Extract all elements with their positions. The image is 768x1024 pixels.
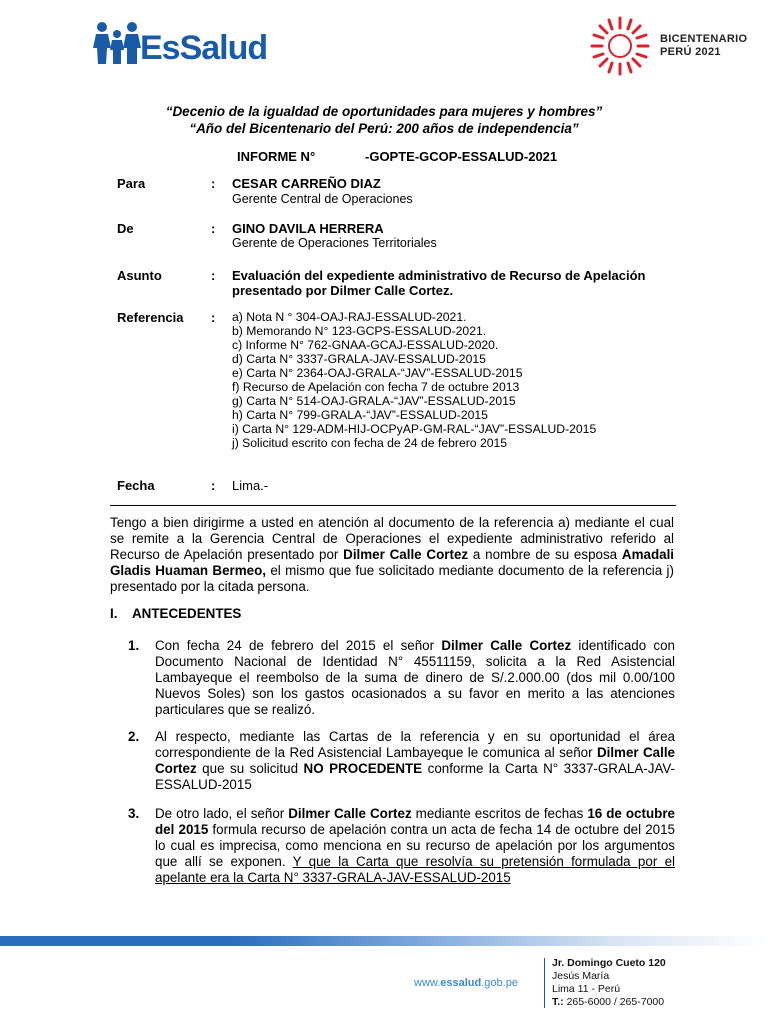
bicentenario-line1: BICENTENARIO (660, 33, 748, 45)
footer-city: Lima 11 - Perú (552, 983, 621, 995)
phone-label: T.: (552, 996, 564, 1008)
item-text: identificado con Documento Nacional de Identidad N° 45511159, solicita a la Red Asistencial Lambayeque el reembolso de la suma de dinero de S/.2.000.00 (dos mil 0.00/100 Nuevos Soles) son los gastos ocasionados a su favor en merito a las atenciones particulares que se realizó. (155, 638, 675, 717)
intro-text: a nombre de su esposa (468, 547, 622, 562)
footer-website-link[interactable] (414, 977, 518, 989)
family-icon (92, 20, 142, 68)
footer-band (0, 936, 768, 946)
item-paragraph (155, 638, 675, 718)
item-number: 2. (128, 729, 140, 744)
item-bold: Dilmer Calle Cortez (288, 806, 412, 821)
item-text: De otro lado, el señor (155, 806, 289, 821)
para-name: CESAR CARREÑO DIAZ (232, 176, 381, 191)
intro-paragraph (110, 515, 674, 595)
intro-spouse-bold: Amadali Gladis Huaman Bermeo, (110, 547, 675, 578)
de-role: Gerente de Operaciones Territoriales (232, 236, 437, 250)
para-colon: : (211, 176, 216, 191)
referencia-item: g) Carta N° 514-OAJ-GRALA-“JAV”-ESSALUD-2015 (232, 394, 516, 408)
para-role: Gerente Central de Operaciones (232, 192, 413, 206)
item-underlined: Y que la Carta que resolvía su pretensión formulada por el apelante era la Carta N° 3337-GRALA-JAV-ESSALUD-2015 (155, 854, 675, 885)
item-text: mediante escritos de fechas (411, 806, 588, 821)
slogan-bicentenario: “Año del Bicentenario del Perú: 200 años de independencia” (189, 121, 579, 136)
referencia-item: d) Carta N° 3337-GRALA-JAV-ESSALUD-2015 (232, 352, 486, 366)
item-paragraph (155, 806, 675, 886)
referencia-colon: : (211, 310, 216, 325)
url-bold: essalud (440, 977, 482, 989)
logo-text: EsSalud (140, 29, 268, 67)
asunto-label: Asunto (117, 268, 162, 283)
de-name: GINO DAVILA HERRERA (232, 221, 384, 236)
url-prefix: www. (414, 977, 441, 989)
url-suffix: .gob.pe (481, 977, 518, 989)
intro-name-bold: Dilmer Calle Cortez (343, 547, 469, 562)
referencia-item: a) Nota N ° 304-OAJ-RAJ-ESSALUD-2021. (232, 310, 467, 324)
referencia-item: f) Recurso de Apelación con fecha 7 de octubre 2013 (232, 380, 520, 394)
item-number: 3. (128, 806, 140, 821)
referencia-item: j) Solicitud escrito con fecha de 24 de febrero 2015 (232, 436, 508, 450)
referencia-item: b) Memorando N° 123-GCPS-ESSALUD-2021. (232, 324, 487, 338)
intro-text: Tengo a bien dirigirme a usted en atención al documento de la referencia a) mediante el cual se remite a la Gerencia Central de Operaciones el expediente administrativo referido al Recurso de Apelación presentado por (110, 515, 674, 562)
item-text: formula recurso de apelación contra un acta de fecha 14 de octubre del 2015 lo cual es imprecisa, como menciona en su recurso de apelación por los argumentos que allí se exponen. (155, 822, 675, 869)
referencia-item: i) Carta N° 129-ADM-HIJ-OCPyAP-GM-RAL-“JAV”-ESSALUD-2015 (232, 422, 597, 436)
item-bold: NO PROCEDENTE (303, 761, 423, 776)
section-title: ANTECEDENTES (132, 606, 242, 621)
bicentenario-label (660, 33, 747, 59)
referencia-item: c) Informe N° 762-GNAA-GCAJ-ESSALUD-2020. (232, 338, 499, 352)
referencia-item: e) Carta N° 2364-OAJ-GRALA-“JAV”-ESSALUD-2015 (232, 366, 523, 380)
item-text: que su solicitud (196, 761, 304, 776)
footer-district: Jesús María (552, 970, 610, 982)
bicentenario-line2: PERÚ 2021 (660, 46, 721, 58)
bicentenario-sun-icon (588, 14, 652, 78)
asunto-colon: : (211, 268, 216, 283)
informe-label: INFORME N° (237, 149, 316, 164)
item-paragraph (155, 729, 675, 793)
footer-address: Jr. Domingo Cueto 120 (552, 957, 666, 969)
asunto-line2: presentado por Dilmer Calle Cortez. (232, 283, 454, 298)
footer-divider (544, 958, 545, 1008)
referencia-item: h) Carta N° 799-GRALA-“JAV”-ESSALUD-2015 (232, 408, 488, 422)
item-text: Con fecha 24 de febrero del 2015 el señor (155, 638, 442, 653)
item-bold: Dilmer Calle Cortez (155, 745, 675, 776)
informe-code: -GOPTE-GCOP-ESSALUD-2021 (365, 149, 558, 164)
fecha-label: Fecha (117, 478, 155, 493)
item-text: Al respecto, mediante las Cartas de la referencia y en su oportunidad el área correspondiente de la Red Asistencial Lambayeque le comunica al señor (155, 729, 675, 760)
slogan-decenio: “Decenio de la igualdad de oportunidades para mujeres y hombres” (165, 104, 603, 119)
phone-value: 265-6000 / 265-7000 (563, 996, 665, 1008)
item-bold: Dilmer Calle Cortez (441, 638, 572, 653)
header-divider (110, 505, 676, 506)
de-colon: : (211, 221, 216, 236)
referencia-list (232, 310, 596, 450)
item-number: 1. (128, 638, 140, 653)
para-label: Para (117, 176, 146, 191)
item-text: conforme la Carta N° 3337-GRALA-JAV-ESSALUD-2015 (155, 761, 676, 792)
asunto-line1: Evaluación del expediente administrativo de Recurso de Apelación (232, 268, 646, 283)
footer-phone (552, 996, 664, 1009)
fecha-colon: : (211, 478, 216, 493)
de-label: De (117, 221, 134, 236)
item-bold: 16 de octubre del 2015 (155, 806, 675, 837)
section-number: I. (110, 606, 118, 621)
fecha-value: Lima.- (232, 478, 269, 493)
intro-text: el mismo que fue solicitado mediante documento de la referencia j) presentado por la citada persona. (110, 563, 674, 594)
referencia-label: Referencia (117, 310, 184, 325)
